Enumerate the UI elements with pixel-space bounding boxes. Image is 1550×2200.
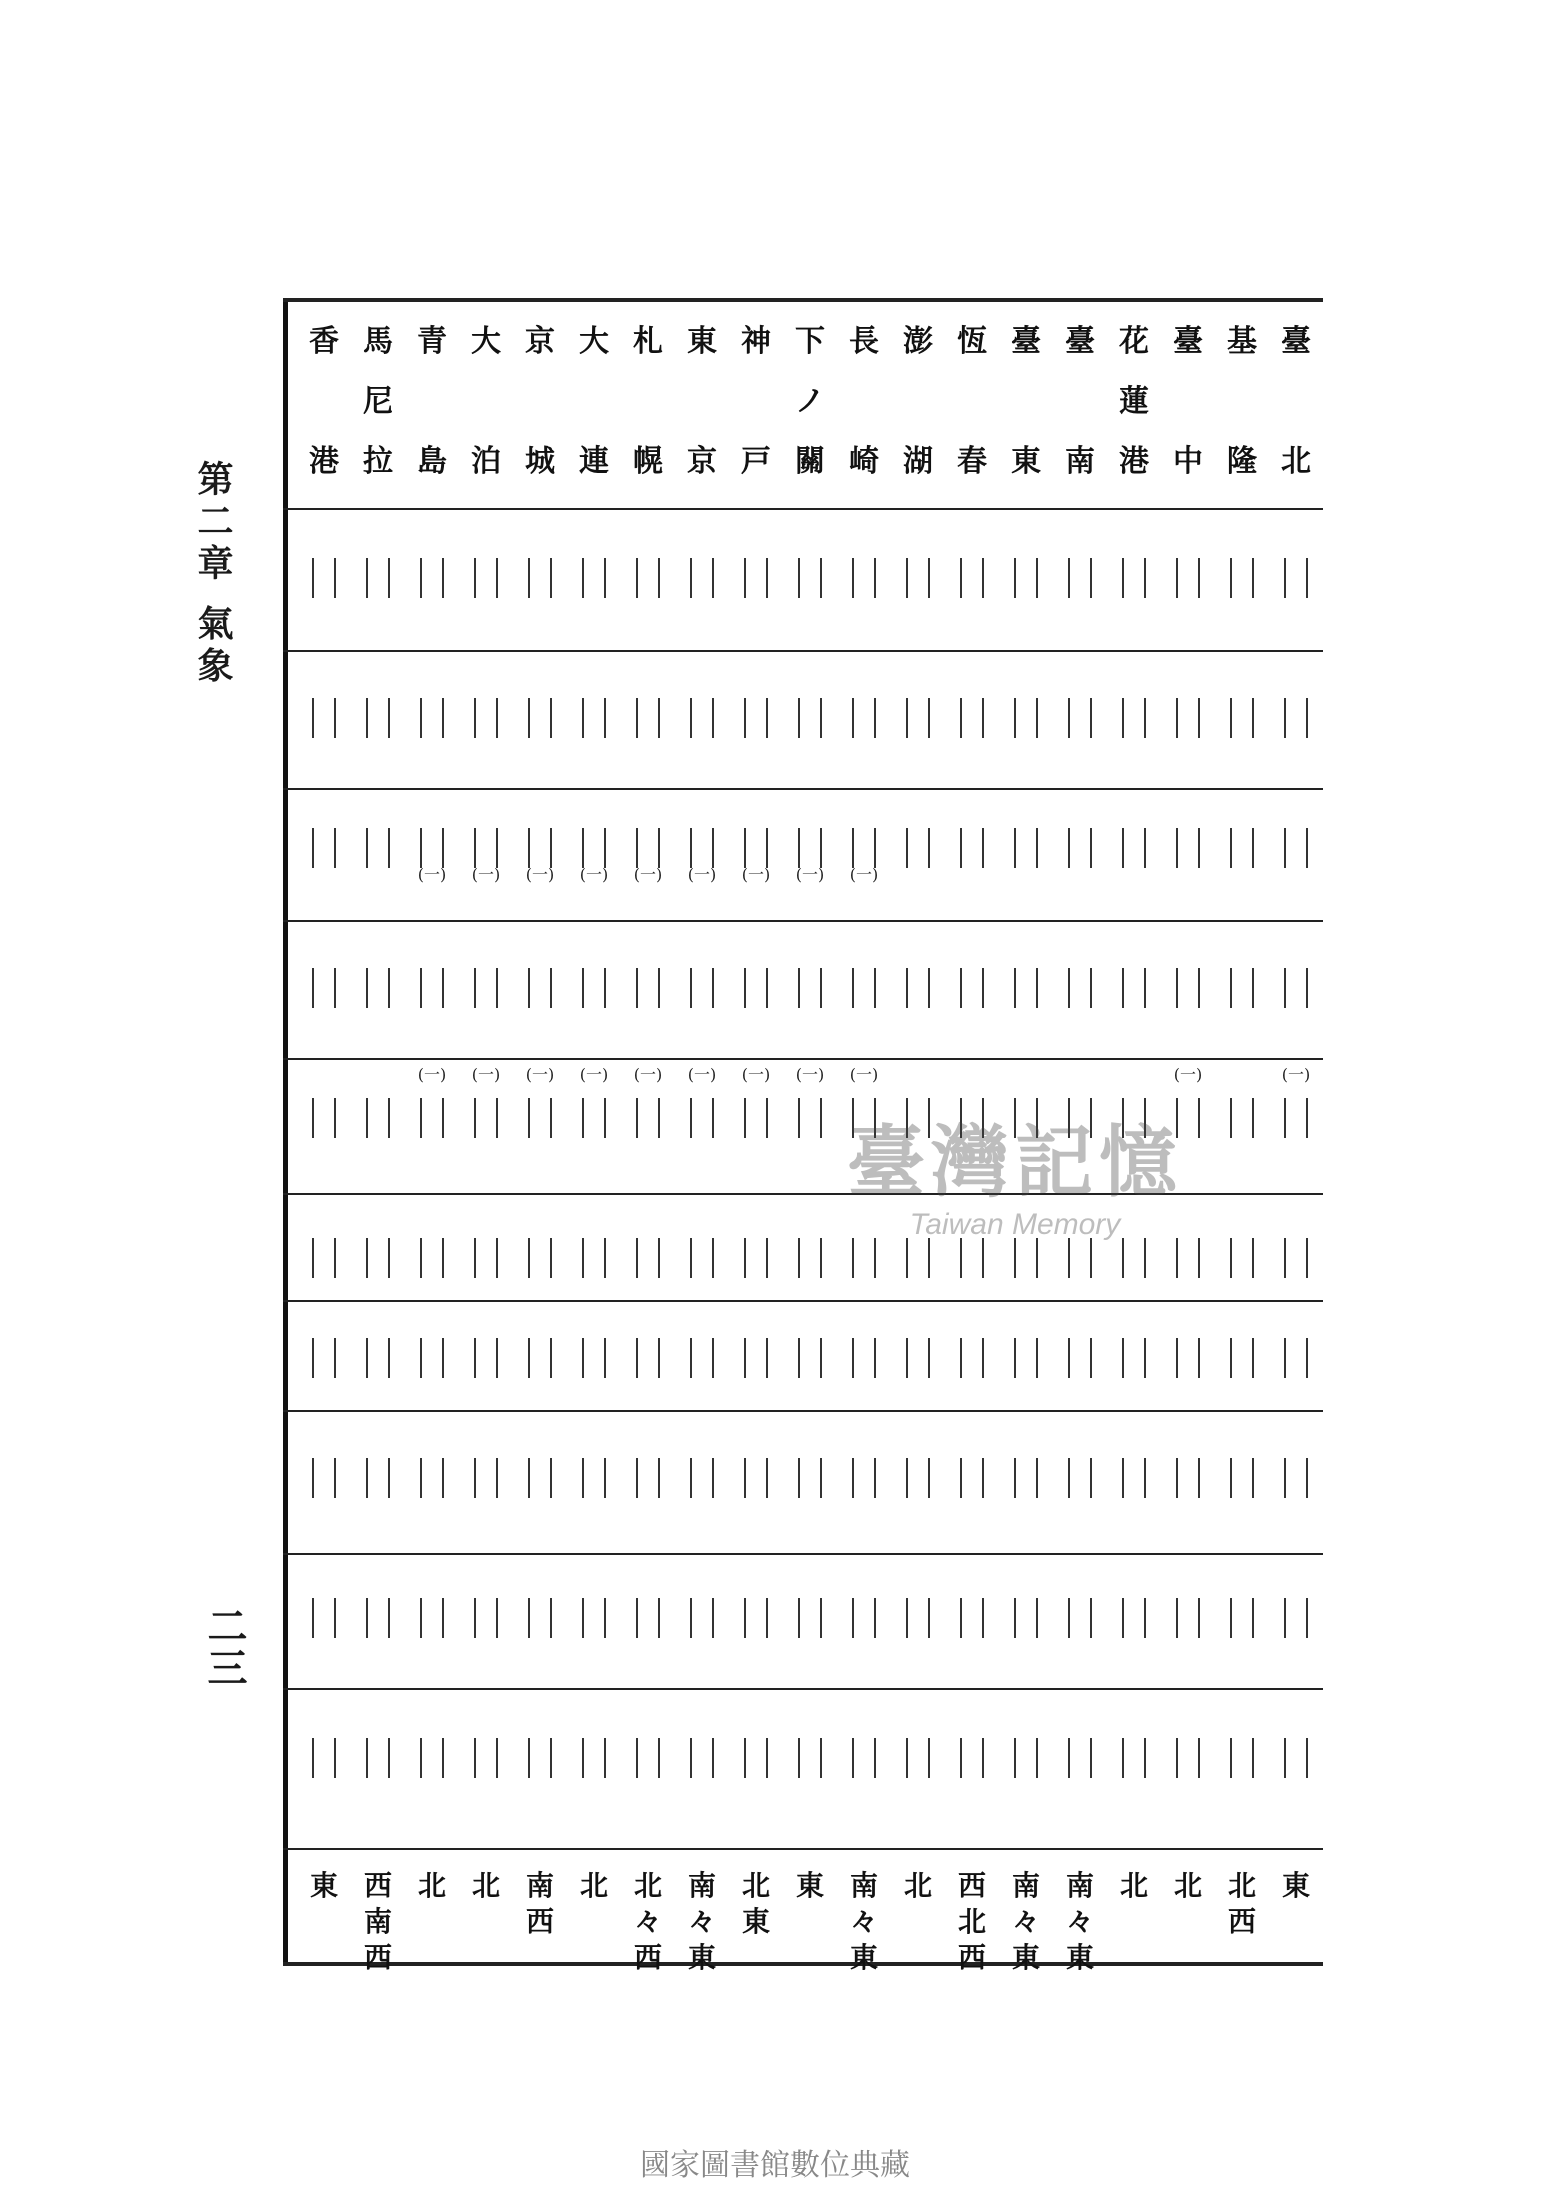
data-cell — [351, 1598, 405, 1640]
data-cell — [351, 1238, 405, 1280]
data-cell — [297, 1238, 351, 1280]
station-name: 基 隆 — [1227, 324, 1257, 479]
data-cell — [945, 828, 999, 870]
data-cell — [675, 1458, 729, 1500]
station-column — [297, 298, 351, 1966]
data-cell — [1215, 828, 1269, 870]
data-cell — [999, 558, 1053, 600]
station-name: 臺 南 — [1065, 324, 1095, 479]
station-name: 恆 春 — [957, 324, 987, 479]
station-name: 下 ノ 關 — [795, 324, 825, 479]
data-cell — [1053, 1458, 1107, 1500]
station-column — [513, 298, 567, 1966]
negative-marker: (一) — [471, 865, 501, 884]
wind-direction: 西 北 西 — [957, 1869, 986, 1974]
data-cell — [945, 1598, 999, 1640]
negative-marker: (一) — [525, 1065, 555, 1084]
data-cell — [351, 558, 405, 600]
data-cell — [567, 828, 621, 870]
station-name: 臺 中 — [1173, 324, 1203, 479]
data-cell — [513, 828, 567, 870]
data-cell — [1053, 558, 1107, 600]
data-cell — [891, 558, 945, 600]
data-cell — [1161, 1338, 1215, 1380]
wind-direction: 北 — [417, 1869, 446, 1902]
data-cell — [1269, 1238, 1323, 1280]
station-name: 花 蓮 港 — [1119, 324, 1149, 479]
data-cell — [999, 828, 1053, 870]
data-cell — [351, 968, 405, 1010]
data-cell — [297, 968, 351, 1010]
data-cell — [783, 1458, 837, 1500]
data-cell — [1161, 558, 1215, 600]
data-cell — [783, 558, 837, 600]
data-cell — [459, 1238, 513, 1280]
data-cell — [1107, 828, 1161, 870]
data-cell — [675, 698, 729, 740]
data-cell — [567, 1458, 621, 1500]
data-cell — [621, 1458, 675, 1500]
data-cell — [729, 1238, 783, 1280]
data-cell — [513, 1098, 567, 1140]
station-name: 東 京 — [687, 324, 717, 479]
negative-marker: (一) — [687, 865, 717, 884]
data-cell — [729, 558, 783, 600]
data-cell — [621, 828, 675, 870]
station-name: 大 泊 — [471, 324, 501, 479]
data-cell — [837, 558, 891, 600]
data-cell — [567, 1238, 621, 1280]
page-number: 二三 — [201, 1605, 248, 1689]
data-cell — [729, 1098, 783, 1140]
data-cell — [783, 1598, 837, 1640]
wind-direction: 南 西 — [525, 1869, 554, 1938]
data-cell — [999, 1338, 1053, 1380]
data-cell — [567, 1598, 621, 1640]
chapter-title: 第二章 氣象 — [192, 460, 234, 689]
data-cell — [1215, 698, 1269, 740]
data-cell — [297, 1598, 351, 1640]
negative-marker: (一) — [849, 865, 879, 884]
data-cell — [999, 698, 1053, 740]
data-cell — [675, 1238, 729, 1280]
data-cell — [675, 1598, 729, 1640]
data-cell — [297, 828, 351, 870]
station-name: 長 崎 — [849, 324, 879, 479]
data-cell — [621, 1098, 675, 1140]
data-cell — [891, 1458, 945, 1500]
data-cell — [459, 1338, 513, 1380]
data-cell — [297, 558, 351, 600]
data-cell — [945, 558, 999, 600]
data-cell — [945, 1338, 999, 1380]
data-cell — [297, 1738, 351, 1780]
data-cell — [945, 698, 999, 740]
data-cell — [405, 1098, 459, 1140]
data-cell — [297, 1098, 351, 1140]
data-cell — [405, 1238, 459, 1280]
data-cell — [729, 968, 783, 1010]
data-cell — [945, 1458, 999, 1500]
data-cell — [675, 1738, 729, 1780]
data-cell — [945, 968, 999, 1010]
data-cell — [1107, 1338, 1161, 1380]
data-cell — [351, 698, 405, 740]
data-cell — [891, 968, 945, 1010]
data-cell — [783, 698, 837, 740]
data-cell — [729, 1458, 783, 1500]
data-cell — [1161, 1598, 1215, 1640]
data-cell — [513, 1738, 567, 1780]
wind-direction: 南 々 東 — [1065, 1869, 1094, 1974]
data-cell — [783, 968, 837, 1010]
negative-marker: (一) — [1281, 1065, 1311, 1084]
data-cell — [1269, 1098, 1323, 1140]
data-cell — [1269, 698, 1323, 740]
data-cell — [675, 1098, 729, 1140]
wind-direction: 東 — [309, 1869, 338, 1902]
data-cell — [459, 968, 513, 1010]
wind-direction: 南 々 東 — [1011, 1869, 1040, 1974]
data-cell — [783, 1338, 837, 1380]
data-cell — [1215, 1598, 1269, 1640]
data-cell — [621, 1338, 675, 1380]
data-cell — [621, 968, 675, 1010]
data-cell — [891, 698, 945, 740]
data-cell — [675, 828, 729, 870]
data-cell — [1215, 1338, 1269, 1380]
data-cell — [459, 828, 513, 870]
wind-direction: 北 東 — [741, 1869, 770, 1938]
wind-direction: 東 — [1281, 1869, 1310, 1902]
data-cell — [1053, 1738, 1107, 1780]
data-cell — [1053, 828, 1107, 870]
data-cell — [1161, 1738, 1215, 1780]
data-cell — [837, 1338, 891, 1380]
data-cell — [513, 1598, 567, 1640]
data-cell — [1053, 1338, 1107, 1380]
negative-marker: (一) — [471, 1065, 501, 1084]
data-cell — [1161, 968, 1215, 1010]
data-cell — [837, 698, 891, 740]
data-cell — [837, 1738, 891, 1780]
station-column — [1269, 298, 1323, 1966]
data-cell — [1053, 698, 1107, 740]
negative-marker: (一) — [525, 865, 555, 884]
station-name: 青 島 — [417, 324, 447, 479]
data-cell — [513, 1458, 567, 1500]
watermark-subtitle: Taiwan Memory — [909, 1208, 1121, 1241]
station-column — [621, 298, 675, 1974]
data-cell — [729, 1738, 783, 1780]
data-cell — [297, 698, 351, 740]
data-cell — [405, 1598, 459, 1640]
data-cell — [729, 1598, 783, 1640]
negative-marker: (一) — [417, 1065, 447, 1084]
data-cell — [459, 1458, 513, 1500]
data-cell — [1161, 1458, 1215, 1500]
data-cell — [567, 1338, 621, 1380]
data-cell — [729, 828, 783, 870]
data-cell — [675, 968, 729, 1010]
data-cell — [567, 968, 621, 1010]
data-cell — [459, 1598, 513, 1640]
data-cell — [729, 1338, 783, 1380]
data-cell — [459, 558, 513, 600]
data-cell — [945, 1738, 999, 1780]
data-cell — [1269, 828, 1323, 870]
data-cell — [1269, 1738, 1323, 1780]
data-cell — [351, 828, 405, 870]
data-cell — [1215, 1458, 1269, 1500]
data-cell — [621, 1738, 675, 1780]
data-cell — [1107, 558, 1161, 600]
data-cell — [567, 1738, 621, 1780]
station-column — [567, 298, 621, 1966]
data-cell — [351, 1738, 405, 1780]
data-cell — [513, 968, 567, 1010]
data-cell — [405, 1338, 459, 1380]
wind-direction: 東 — [795, 1869, 824, 1902]
data-cell — [891, 828, 945, 870]
data-cell — [837, 1598, 891, 1640]
data-cell — [567, 558, 621, 600]
data-cell — [891, 1598, 945, 1640]
data-cell — [621, 558, 675, 600]
negative-marker: (一) — [741, 865, 771, 884]
data-cell — [513, 698, 567, 740]
negative-marker: (一) — [795, 865, 825, 884]
data-cell — [729, 698, 783, 740]
station-name: 臺 北 — [1281, 324, 1311, 479]
data-cell — [1215, 1738, 1269, 1780]
watermark — [790, 1100, 1240, 1250]
data-cell — [513, 558, 567, 600]
table-left-border — [283, 298, 288, 1966]
data-cell — [621, 1598, 675, 1640]
footer-text: 國家圖書館數位典藏 — [640, 2148, 910, 2183]
negative-marker: (一) — [633, 1065, 663, 1084]
data-cell — [1269, 1458, 1323, 1500]
data-cell — [1107, 1598, 1161, 1640]
watermark-title: 臺灣記憶 — [846, 1117, 1183, 1208]
wind-direction: 北 — [1119, 1869, 1148, 1902]
data-cell — [567, 698, 621, 740]
wind-direction: 北 々 西 — [633, 1869, 662, 1974]
data-cell — [999, 1458, 1053, 1500]
data-cell — [405, 828, 459, 870]
negative-marker: (一) — [795, 1065, 825, 1084]
negative-marker: (一) — [417, 865, 447, 884]
data-cell — [405, 558, 459, 600]
negative-marker: (一) — [1173, 1065, 1203, 1084]
wind-direction: 西 南 西 — [363, 1869, 392, 1974]
data-cell — [1053, 968, 1107, 1010]
data-cell — [675, 1338, 729, 1380]
data-cell — [1269, 1338, 1323, 1380]
data-cell — [1107, 968, 1161, 1010]
data-cell — [621, 1238, 675, 1280]
data-cell — [1269, 1598, 1323, 1640]
station-name: 神 戸 — [741, 324, 771, 479]
station-column — [459, 298, 513, 1966]
wind-direction: 南 々 東 — [849, 1869, 878, 1974]
station-name: 臺 東 — [1011, 324, 1041, 479]
station-column — [405, 298, 459, 1966]
data-cell — [297, 1458, 351, 1500]
data-cell — [1053, 1598, 1107, 1640]
data-cell — [513, 1238, 567, 1280]
data-cell — [891, 1738, 945, 1780]
data-cell — [459, 1098, 513, 1140]
data-cell — [999, 1598, 1053, 1640]
data-cell — [999, 1738, 1053, 1780]
data-cell — [837, 1458, 891, 1500]
data-cell — [1269, 558, 1323, 600]
data-cell — [1269, 968, 1323, 1010]
data-cell — [459, 698, 513, 740]
data-cell — [351, 1338, 405, 1380]
data-cell — [351, 1458, 405, 1500]
data-cell — [1107, 698, 1161, 740]
station-column — [675, 298, 729, 1974]
data-cell — [1215, 968, 1269, 1010]
data-cell — [1161, 698, 1215, 740]
data-cell — [513, 1338, 567, 1380]
station-name: 大 連 — [579, 324, 609, 479]
station-name: 香 港 — [309, 324, 339, 479]
data-cell — [675, 558, 729, 600]
wind-direction: 北 — [471, 1869, 500, 1902]
wind-direction: 北 西 — [1227, 1869, 1256, 1938]
data-cell — [567, 1098, 621, 1140]
data-cell — [405, 698, 459, 740]
negative-marker: (一) — [741, 1065, 771, 1084]
negative-marker: (一) — [579, 1065, 609, 1084]
data-cell — [1161, 828, 1215, 870]
data-cell — [783, 828, 837, 870]
data-cell — [1215, 558, 1269, 600]
data-cell — [1107, 1458, 1161, 1500]
data-cell — [405, 1738, 459, 1780]
data-cell — [405, 1458, 459, 1500]
negative-marker: (一) — [687, 1065, 717, 1084]
station-name: 馬 尼 拉 — [363, 324, 393, 479]
data-cell — [351, 1098, 405, 1140]
data-cell — [621, 698, 675, 740]
station-column — [351, 298, 405, 1974]
data-cell — [405, 968, 459, 1010]
negative-marker: (一) — [849, 1065, 879, 1084]
wind-direction: 南 々 東 — [687, 1869, 716, 1974]
station-name: 澎 湖 — [903, 324, 933, 479]
station-name: 京 城 — [525, 324, 555, 479]
wind-direction: 北 — [579, 1869, 608, 1902]
data-cell — [999, 968, 1053, 1010]
data-cell — [459, 1738, 513, 1780]
data-cell — [891, 1338, 945, 1380]
negative-marker: (一) — [579, 865, 609, 884]
data-cell — [1107, 1738, 1161, 1780]
negative-marker: (一) — [633, 865, 663, 884]
station-column — [729, 298, 783, 1966]
wind-direction: 北 — [1173, 1869, 1202, 1902]
data-cell — [297, 1338, 351, 1380]
data-cell — [837, 968, 891, 1010]
station-name: 札 幌 — [633, 324, 663, 479]
data-cell — [837, 828, 891, 870]
data-cell — [783, 1738, 837, 1780]
wind-direction: 北 — [903, 1869, 932, 1902]
